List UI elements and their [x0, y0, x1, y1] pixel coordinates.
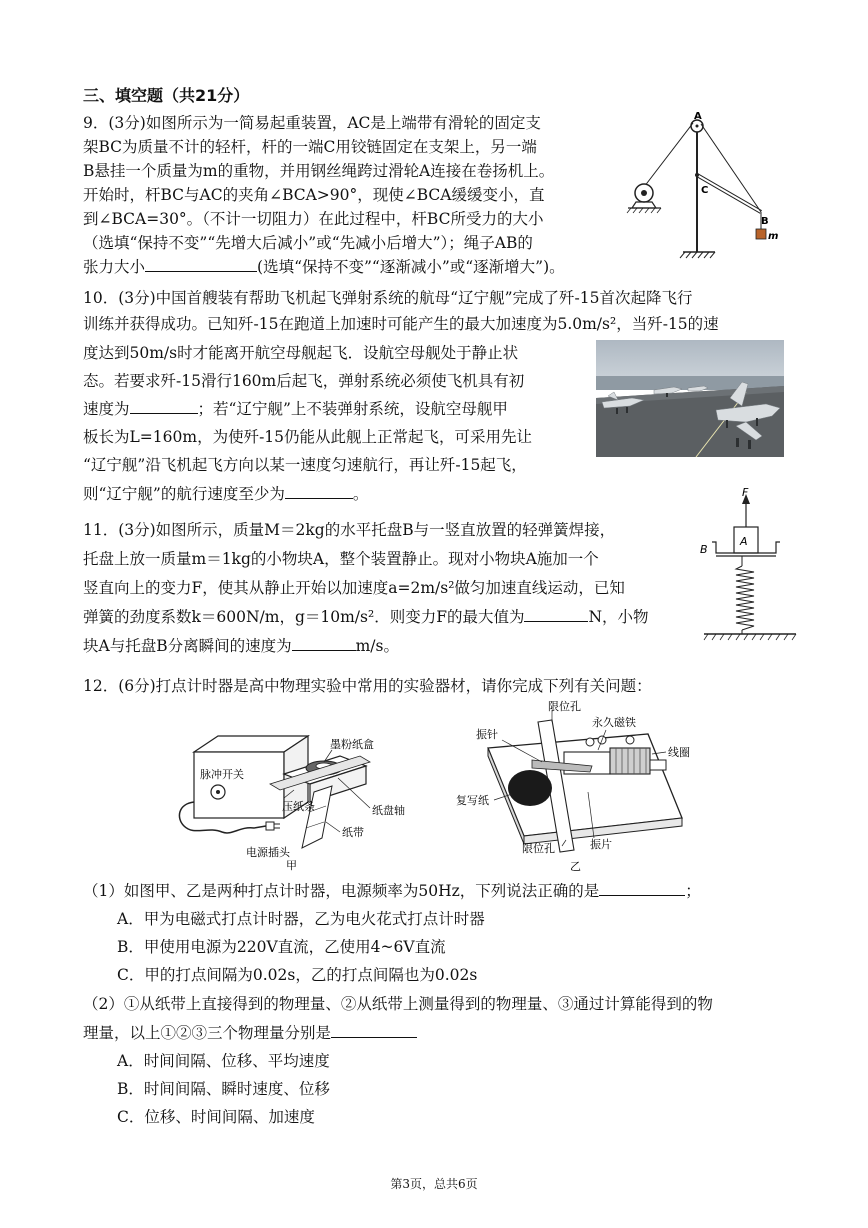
q11-line-1: 11．(3分)如图所示，质量M＝2kg的水平托盘B与一竖直放置的轻弹簧焊接，: [83, 521, 616, 539]
q12-part2-line2: [83, 1023, 417, 1043]
electromagnetic-timer-figure: [452, 700, 712, 876]
label-press-strip: 压纸条: [282, 800, 315, 813]
q10-line-8: [83, 484, 368, 504]
q10-l8-suffix: 。: [352, 485, 369, 503]
q11-answer-blank-1[interactable]: [524, 607, 588, 622]
q12-p1-prefix: （1）如图甲、乙是两种打点计时器，电源频率为50Hz，下列说法正确的是: [83, 882, 600, 900]
q11-l4-prefix: 弹簧的劲度系数k＝600N/m，g＝10m/s²．则变力F的最大值为: [83, 608, 525, 626]
q9-l7-suffix: (选填“保持不变”“逐渐减小”或“逐渐增大”)。: [257, 258, 565, 276]
q12-p2-option-a: A．时间间隔、位移、平均速度: [117, 1052, 330, 1070]
q12-title: 12．(6分)打点计时器是高中物理实验中常用的实验器材，请你完成下列有关问题：: [83, 677, 652, 695]
q10-l8-prefix: 则“辽宁舰”的航行速度至少为: [83, 485, 285, 503]
label-disk-axis: 纸盘轴: [372, 804, 405, 817]
q10-line-3: 度达到50m/s时才能离开航空母舰起飞．设航空母舰处于静止状: [83, 344, 519, 362]
label-vibrator: 振片: [590, 838, 612, 851]
q9-line-6: （选填“保持不变”“先增大后减小”或“先减小后增大”）；绳子AB的: [83, 234, 533, 252]
crane-label-a: A: [694, 112, 702, 122]
caption-jia: 甲: [286, 859, 297, 872]
crane-figure: [625, 112, 795, 260]
q12-part1: [83, 881, 701, 901]
q11-line-2: 托盘上放一质量m＝1kg的小物块A，整个装置静止。现对小物块A施加一个: [83, 550, 599, 568]
spark-timer-figure: [174, 722, 430, 872]
spring-tray-figure: [696, 484, 800, 642]
section-title: 三、填空题（共21分）: [83, 86, 250, 105]
label-needle: 振针: [476, 728, 498, 741]
q10-line-7: “辽宁舰”沿飞机起飞方向以某一速度匀速航行，再让歼-15起飞，: [83, 456, 527, 474]
q11-line-4: [83, 607, 649, 627]
q10-answer-blank-2[interactable]: [285, 484, 353, 499]
q9-line-1: 9．(3分)如图所示为一简易起重装置，AC是上端带有滑轮的固定支: [83, 114, 541, 132]
q12-p1-option-a: A．甲为电磁式打点计时器，乙为电火花式打点计时器: [117, 910, 485, 928]
q11-l5-suffix: m/s。: [355, 637, 399, 655]
q12-p1-option-c: C．甲的打点间隔为0.02s，乙的打点间隔也为0.02s: [117, 966, 478, 984]
q9-line-2: 架BC为质量不计的轻杆，杆的一端C用铰链固定在支架上，另一端: [83, 138, 537, 156]
q11-l5-prefix: 块A与托盘B分离瞬间的速度为: [83, 637, 292, 655]
q9-line-3: B悬挂一个质量为m的重物，并用钢丝绳跨过滑轮A连接在卷扬机上。: [83, 162, 555, 180]
q12-answer-blank-2[interactable]: [331, 1023, 417, 1038]
caption-yi: 乙: [570, 860, 581, 873]
q12-p2-prefix: 理量，以上①②③三个物理量分别是: [83, 1024, 332, 1042]
q12-p2-option-c: C．位移、时间间隔、加速度: [117, 1108, 315, 1126]
q12-p2-option-b: B．时间间隔、瞬时速度、位移: [117, 1080, 330, 1098]
q11-line-3: 竖直向上的变力F，使其从静止开始以加速度a=2m/s²做匀加速直线运动，已知: [83, 579, 625, 597]
q10-l5-suffix: ；若“辽宁舰”上不装弹射系统，设航空母舰甲: [197, 400, 508, 418]
label-limit-hole-top: 限位孔: [548, 700, 581, 713]
q10-line-1: 10．(3分)中国首艘装有帮助飞机起飞弹射系统的航母“辽宁舰”完成了歼-15首次起降飞行: [83, 289, 693, 307]
q10-l5-prefix: 速度为: [83, 400, 130, 418]
carrier-photo: [596, 340, 784, 457]
q12-p1-option-b: B．甲使用电源为220V直流，乙使用4~6V直流: [117, 938, 446, 956]
spring-label-b: B: [700, 543, 708, 556]
q12-p1-suffix: ；: [685, 882, 701, 900]
q10-line-5: [83, 399, 508, 419]
label-ink-box: 墨粉纸盒: [330, 738, 374, 751]
q9-answer-blank[interactable]: [145, 257, 257, 272]
label-carbon-paper: 复写纸: [456, 794, 489, 807]
q10-line-2: 训练并获得成功。已知歼-15在跑道上加速时可能产生的最大加速度为5.0m/s²，当歼-15的速: [83, 315, 719, 333]
q11-l4-suffix: N，小物: [588, 608, 649, 626]
q11-answer-blank-2[interactable]: [292, 636, 356, 651]
spring-label-f: F: [742, 486, 749, 499]
q10-line-6: 板长为L=160m，为使歼-15仍能从此舰上正常起飞，可采用先让: [83, 428, 533, 446]
label-tape: 纸带: [342, 826, 364, 839]
label-magnet: 永久磁铁: [592, 716, 636, 729]
label-coil: 线圈: [668, 746, 690, 759]
q10-line-4: 态。若要求歼-15滑行160m后起飞，弹射系统必须使飞机具有初: [83, 372, 525, 390]
q11-line-5: [83, 636, 399, 656]
crane-label-c: C: [701, 185, 709, 196]
page-footer: 第3页，总共6页: [390, 1177, 478, 1191]
label-pulse-switch: 脉冲开关: [200, 768, 244, 781]
q9-line-7: [83, 257, 565, 277]
q10-answer-blank-1[interactable]: [130, 399, 198, 414]
label-plug: 电源插头: [246, 846, 290, 859]
q9-line-5: 到∠BCA=30°。（不计一切阻力）在此过程中，杆BC所受力的大小: [83, 210, 544, 228]
label-limit-hole-bottom: 限位孔: [522, 842, 555, 855]
crane-label-b: B: [761, 216, 769, 227]
crane-label-m: m: [768, 231, 779, 242]
q12-answer-blank-1[interactable]: [599, 881, 685, 896]
spring-label-a: A: [740, 535, 748, 548]
q9-l7-prefix: 张力大小: [83, 258, 146, 276]
q12-part2-line1: （2）①从纸带上直接得到的物理量、②从纸带上测量得到的物理量、③通过计算能得到的物: [83, 995, 713, 1013]
q9-line-4: 开始时，杆BC与AC的夹角∠BCA>90°，现使∠BCA缓缓变小，直: [83, 186, 545, 204]
